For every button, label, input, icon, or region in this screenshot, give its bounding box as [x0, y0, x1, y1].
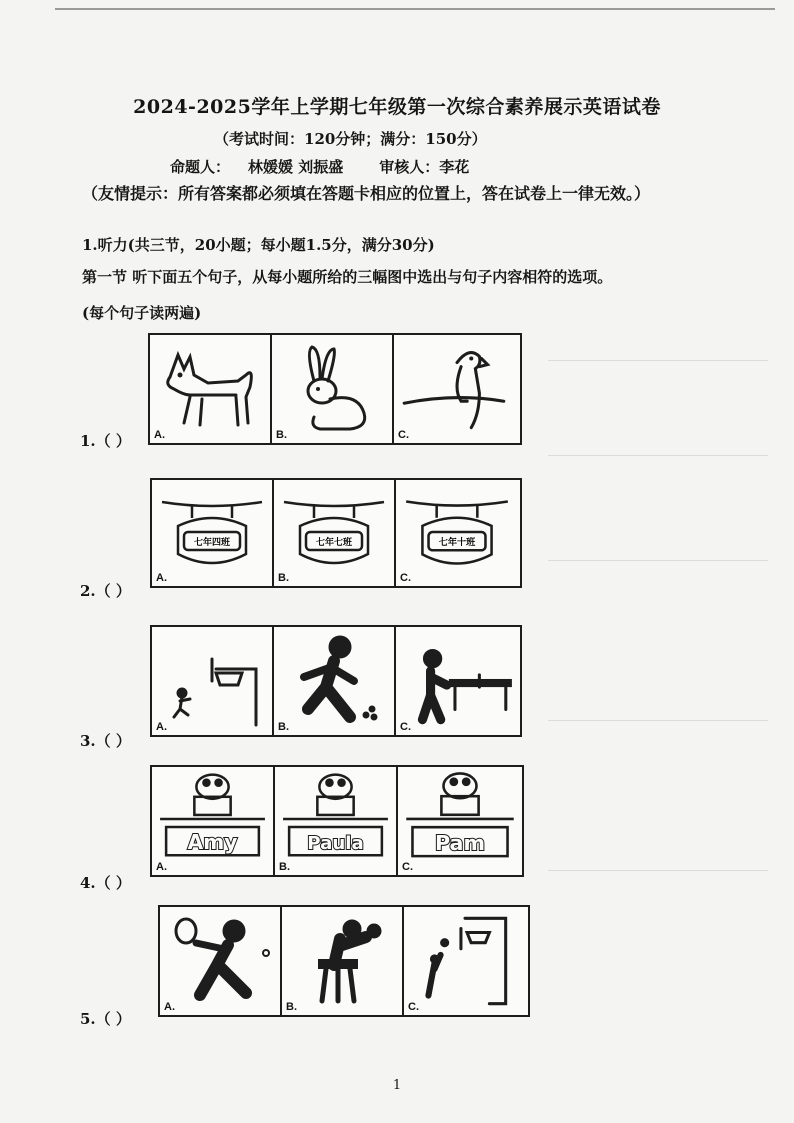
- setter-line: [170, 156, 469, 177]
- option-label: B.: [286, 1001, 297, 1013]
- basketball-icon: [404, 907, 526, 1015]
- option-label: B.: [279, 861, 290, 873]
- option-c-cell[interactable]: [404, 907, 526, 1015]
- sign-text: 七年十班: [438, 538, 476, 549]
- name-card-icon: [275, 767, 396, 875]
- option-a-cell[interactable]: [152, 480, 274, 586]
- name-card-icon: [398, 767, 522, 875]
- exam-title: 2024-2025学年上学期七年级第一次综合素养展示英语试卷: [133, 96, 661, 118]
- parrot-icon: [394, 335, 516, 443]
- bleed-through: [548, 360, 768, 361]
- name-card-icon: [152, 767, 273, 875]
- option-a-cell[interactable]: [150, 335, 272, 443]
- option-label: C.: [400, 721, 411, 733]
- option-b-cell[interactable]: [275, 767, 398, 875]
- option-c-cell[interactable]: [398, 767, 522, 875]
- option-label: A.: [164, 1001, 175, 1013]
- option-a-cell[interactable]: [152, 767, 275, 875]
- picture-row-q3: [150, 625, 522, 737]
- class-sign-icon: [152, 480, 272, 586]
- dog-icon: [150, 335, 270, 443]
- option-label: C.: [402, 861, 413, 873]
- option-label: A.: [156, 721, 167, 733]
- option-label: A.: [156, 572, 167, 584]
- question-number[interactable]: 1.（ ）: [80, 432, 131, 450]
- option-b-cell[interactable]: [274, 480, 396, 586]
- picture-row-q2: [150, 478, 522, 588]
- class-sign-icon: [274, 480, 394, 586]
- reviewer-name: 李花: [439, 158, 470, 176]
- question-number[interactable]: 4.（ ）: [80, 874, 131, 892]
- option-label: B.: [278, 721, 289, 733]
- option-label: B.: [278, 572, 289, 584]
- tennis-icon: [160, 907, 280, 1015]
- option-label: C.: [408, 1001, 419, 1013]
- question-number[interactable]: 5.（ ）: [80, 1010, 131, 1028]
- class-sign-icon: [396, 480, 518, 586]
- reviewer-label: 审核人：: [379, 158, 440, 176]
- picture-row-q5: [158, 905, 530, 1017]
- option-c-cell[interactable]: [394, 335, 516, 443]
- setter-names: 林媛媛 刘振盛: [248, 158, 344, 176]
- setter-label: 命题人：: [170, 158, 231, 176]
- picture-row-q1: [148, 333, 522, 445]
- question-number[interactable]: 3.（ ）: [80, 732, 131, 750]
- exam-subtitle: （考试时间：120分钟；满分：150分）: [214, 130, 487, 148]
- part1-instruction: 第一节 听下面五个句子，从每小题所给的三幅图中选出与句子内容相符的选项。: [82, 268, 613, 286]
- question-number[interactable]: 2.（ ）: [80, 582, 131, 600]
- bleed-through: [548, 720, 768, 721]
- option-a-cell[interactable]: [152, 627, 274, 735]
- bleed-through: [548, 455, 768, 456]
- option-b-cell[interactable]: [282, 907, 404, 1015]
- option-a-cell[interactable]: [160, 907, 282, 1015]
- sign-text: 七年七班: [315, 538, 353, 548]
- page-number: 1: [392, 1078, 402, 1093]
- option-c-cell[interactable]: [396, 627, 518, 735]
- section-heading: 1.听力(共三节，20小题；每小题1.5分，满分30分): [82, 236, 435, 254]
- bleed-through: [548, 560, 768, 561]
- option-label: C.: [400, 572, 411, 584]
- ping-pong-icon: [282, 907, 402, 1015]
- picture-row-q4: [150, 765, 524, 877]
- option-b-cell[interactable]: [272, 335, 394, 443]
- card-name: Pam: [434, 830, 486, 855]
- basketball-icon: [152, 627, 272, 735]
- card-name: Amy: [187, 830, 238, 855]
- option-label: B.: [276, 429, 287, 441]
- sign-text: 七年四班: [193, 538, 231, 548]
- bleed-through: [548, 870, 768, 871]
- option-label: A.: [156, 861, 167, 873]
- friendly-tip: （友情提示：所有答案都必须填在答题卡相应的位置上，答在试卷上一律无效。）: [82, 184, 651, 203]
- ping-pong-icon: [396, 627, 518, 735]
- card-name: Paula: [307, 833, 364, 855]
- option-b-cell[interactable]: [274, 627, 396, 735]
- rabbit-icon: [272, 335, 392, 443]
- part1-note: (每个句子读两遍): [82, 304, 202, 322]
- page-top-edge: [55, 8, 775, 10]
- option-c-cell[interactable]: [396, 480, 518, 586]
- option-label: C.: [398, 429, 409, 441]
- option-label: A.: [154, 429, 165, 441]
- soccer-icon: [274, 627, 394, 735]
